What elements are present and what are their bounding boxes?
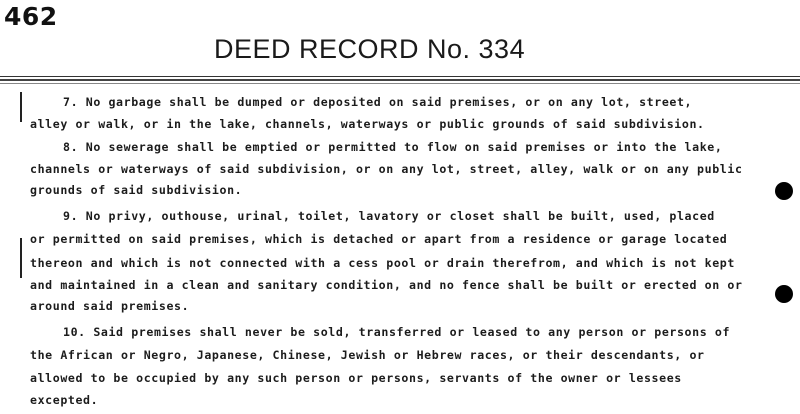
- deed-text-line: alley or walk, or in the lake, channels, waterways or public grounds of said subdivision.: [30, 117, 705, 131]
- margin-mark: [20, 238, 22, 278]
- deed-text-line: thereon and which is not connected with a cess pool or drain therefrom, and which is not kept: [30, 256, 735, 270]
- punch-hole: [775, 285, 793, 303]
- margin-mark: [20, 92, 22, 122]
- deed-text-line: excepted.: [30, 393, 99, 407]
- header-rule: [0, 76, 800, 77]
- deed-text-line: 9. No privy, outhouse, urinal, toilet, lavatory or closet shall be built, used, placed: [63, 209, 715, 223]
- header-rule-faint: [0, 83, 800, 84]
- deed-text-line: 10. Said premises shall never be sold, transferred or leased to any person or persons of: [63, 325, 731, 339]
- deed-text-line: grounds of said subdivision.: [30, 183, 243, 197]
- deed-text-line: allowed to be occupied by any such person or persons, servants of the owner or lessees: [30, 371, 682, 385]
- header-rule-double: [0, 79, 800, 81]
- deed-text-line: or permitted on said premises, which is detached or apart from a residence or garage located: [30, 232, 728, 246]
- page-number: 462: [4, 2, 58, 31]
- page-title: DEED RECORD No. 334: [214, 34, 526, 64]
- deed-text-line: 7. No garbage shall be dumped or deposited on said premises, or on any lot, street,: [63, 95, 693, 109]
- deed-text-line: channels or waterways of said subdivision, or on any lot, street, alley, walk or on any public: [30, 162, 743, 176]
- deed-text-line: around said premises.: [30, 299, 190, 313]
- deed-text-line: the African or Negro, Japanese, Chinese, Jewish or Hebrew races, or their descendants, or: [30, 348, 705, 362]
- deed-text-line: and maintained in a clean and sanitary condition, and no fence shall be built or erected on or: [30, 278, 743, 292]
- deed-text-line: 8. No sewerage shall be emptied or permitted to flow on said premises or into the lake,: [63, 140, 723, 154]
- punch-hole: [775, 182, 793, 200]
